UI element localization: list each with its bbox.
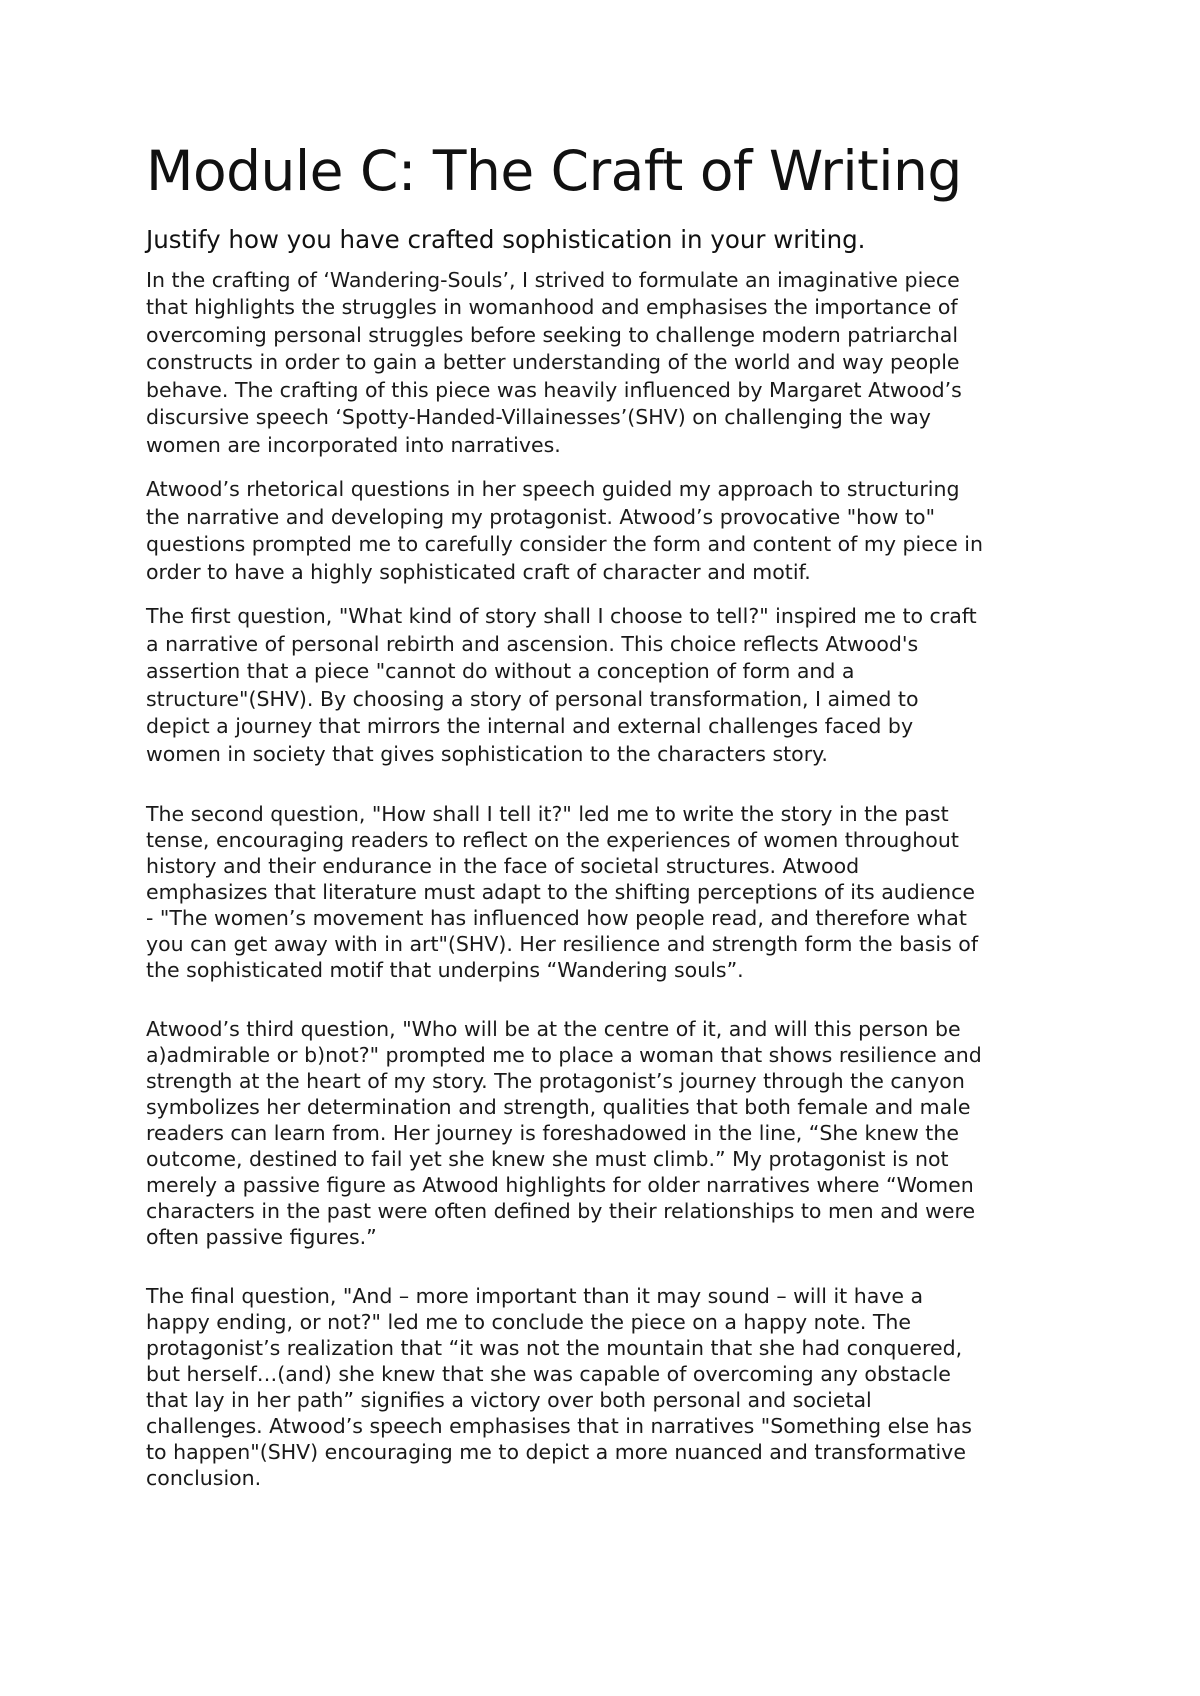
paragraph-second-question: The second question, "How shall I tell it?" led me to write the story in the past tense, encouraging readers to reflect on the experiences of women throughout history and their endurance in the face of societal structures. Atwood emphasizes that literature must adapt to the shifting perceptions of its audience - "The women’s movement has influenced how people read, and therefore what you can get away with in art"(SHV). Her resilience and strength form the basis of the sophisticated motif that underpins “Wandering souls”. bbox=[146, 802, 979, 983]
question-heading: Justify how you have crafted sophistication in your writing. bbox=[146, 225, 866, 255]
paragraph-rhetorical-questions: Atwood’s rhetorical questions in her speech guided my approach to structuring the narrative and developing my protagonist. Atwood’s provocative "how to" questions prompted me to carefully consider the form and content of my piece in order to have a highly sophisticated craft of character and motif. bbox=[146, 477, 983, 584]
page-title: Module C: The Craft of Writing bbox=[146, 139, 962, 203]
paragraph-introduction: In the crafting of ‘Wandering-Souls’, I strived to formulate an imaginative piece that highlights the struggles in womanhood and emphasises the importance of overcoming personal struggles before seeking to challenge modern patriarchal constructs in order to gain a better understanding of the world and way people behave. The crafting of this piece was heavily influenced by Margaret Atwood’s discursive speech ‘Spotty-Handed-Villainesses’(SHV) on challenging the way women are incorporated into narratives. bbox=[146, 267, 962, 457]
document-page bbox=[146, 140, 1066, 1491]
paragraph-third-question: Atwood’s third question, "Who will be at the centre of it, and will this person be a)admirable or b)not?" prompted me to place a woman that shows resilience and strength at the heart of my story. The protagonist’s journey through the canyon symbolizes her determination and strength, qualities that both female and male readers can learn from. Her journey is foreshadowed in the line, “She knew the outcome, destined to fail yet she knew she must climb.” My protagonist is not merely a passive figure as Atwood highlights for older narratives where “Women characters in the past were often defined by their relationships to men and were often passive figures.” bbox=[146, 1017, 982, 1250]
paragraph-first-question: The first question, "What kind of story shall I choose to tell?" inspired me to craft a narrative of personal rebirth and ascension. This choice reflects Atwood's assertion that a piece "cannot do without a conception of form and a structure"(SHV). By choosing a story of personal transformation, I aimed to depict a journey that mirrors the internal and external challenges faced by women in society that gives sophistication to the characters story. bbox=[146, 604, 977, 766]
paragraph-final-question: The final question, "And – more important than it may sound – will it have a happy ending, or not?" led me to conclude the piece on a happy note. The protagonist’s realization that “it was not the mountain that she had conquered, but herself…(and) she knew that she was capable of overcoming any obstacle that lay in her path” signifies a victory over both personal and societal challenges. Atwood’s speech emphasises that in narratives "Something else has to happen"(SHV) encouraging me to depict a more nuanced and transformative conclusion. bbox=[146, 1284, 972, 1491]
